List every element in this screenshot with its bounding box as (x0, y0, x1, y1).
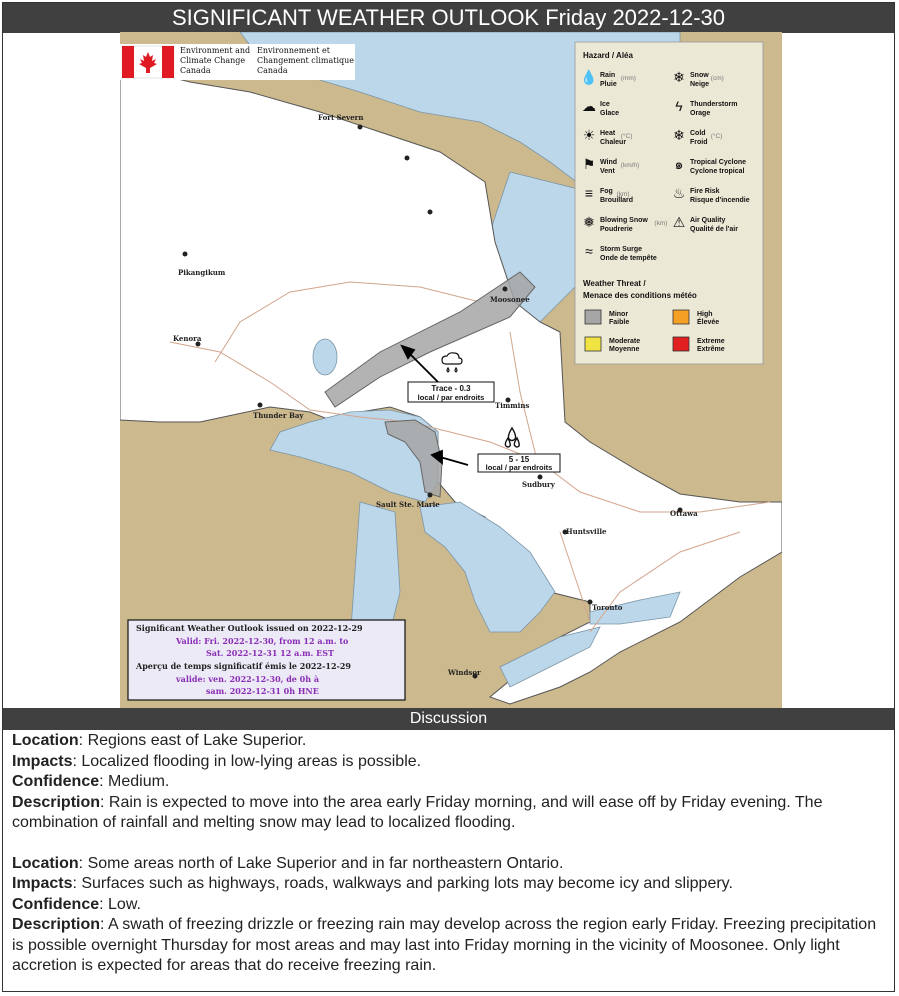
legend-hazard-en: Wind (600, 159, 618, 166)
discussion-impacts-2: Impacts: Surfaces such as highways, roads, walkways and parking lots may become icy and slippery. (12, 875, 733, 892)
threat-swatch (673, 310, 689, 324)
fog-icon: ≡ (584, 185, 594, 201)
legend-hazard-unit: (°C) (620, 133, 633, 140)
legend-hazard-unit: (km/h) (620, 162, 640, 169)
city-dot (428, 210, 433, 215)
threat-swatch (585, 337, 601, 351)
city-dot (428, 493, 433, 498)
legend-hazard-fr: Risque d'incendie (690, 197, 750, 204)
threat-en: High (697, 311, 713, 318)
city-label-timmins: Timmins (495, 401, 530, 410)
legend-hazard-fr: Qualité de l'air (690, 226, 738, 233)
legend-hazard-unit: (km) (654, 220, 668, 227)
legend-hazard-en: Heat (600, 130, 616, 137)
threat-title-fr: Menace des conditions météo (583, 291, 697, 300)
discussion-description-2: Description: A swath of freezing drizzle or freezing rain may develop across the region early Friday. Freezing precipitation is possible overnight Thursday for most areas and may last into Friday morning in the vicinity of Moosonee. Only light accretion is expected for areas that do receive freezing rain. (12, 916, 877, 974)
agency-en-2: Climate Change (180, 56, 246, 65)
discussion-confidence-1: Confidence: Medium. (12, 773, 170, 790)
legend-hazard-en: Blowing Snow (600, 217, 648, 224)
issued-line-4: Aperçu de temps significatif émis le 2022-12-29 (136, 661, 351, 671)
city-label-kenora: Kenora (173, 334, 202, 343)
legend-hazard-en: Air Quality (690, 217, 726, 224)
city-label-sault: Sault Ste. Marie (376, 500, 440, 509)
city-label-huntsville: Huntsville (566, 527, 607, 536)
ice-icon: ☁ (582, 98, 596, 114)
issued-line-3: Sat. 2022-12-31 12 a.m. EST (206, 648, 334, 658)
legend (575, 42, 763, 364)
discussion-impacts-1: Impacts: Localized flooding in low-lying areas is possible. (12, 752, 422, 770)
heat-icon: ☀ (582, 127, 596, 143)
discussion-location-1: Location: Regions east of Lake Superior. (12, 732, 307, 749)
threat-fr: Faible (609, 319, 630, 326)
legend-hazard-fr: Vent (600, 168, 615, 175)
legend-hazard-fr: Cyclone tropical (690, 168, 745, 175)
tropical-cyclone-icon: ๑ (674, 156, 684, 172)
legend-hazard-fr: Orage (690, 110, 711, 117)
city-dot (183, 252, 188, 257)
threat-fr: Moyenne (609, 346, 640, 353)
agency-fr-2: Changement climatique (257, 56, 355, 65)
threat-fr: Extrême (697, 346, 725, 353)
storm-surge-icon: ≈ (585, 243, 593, 259)
discussion-confidence-2: Confidence: Low. (12, 895, 141, 913)
page-title: SIGNIFICANT WEATHER OUTLOOK Friday 2022-12-30 (3, 3, 894, 33)
threat-fr: Élevée (697, 319, 720, 326)
blowing-snow-icon: ❅ (583, 214, 595, 230)
issued-line-1: Significant Weather Outlook issued on 2022-12-29 (136, 623, 363, 633)
city-dot (538, 475, 543, 480)
thunderstorm-icon: ϟ (675, 98, 683, 114)
legend-hazard-en: Rain (600, 72, 616, 79)
annotation-value: 5 - 15 (508, 455, 530, 464)
legend-hazard-unit: (cm) (710, 75, 724, 82)
issued-box (128, 620, 405, 700)
discussion-location-2: Location: Some areas north of Lake Superior and in far northeastern Ontario. (12, 854, 564, 872)
agency-fr-3: Canada (257, 66, 288, 75)
legend-hazard-en: Cold (690, 130, 706, 137)
legend-hazard-en: Fire Risk (690, 188, 720, 195)
lake-nipigon (313, 339, 337, 375)
agency-en-1: Environment and (180, 46, 251, 55)
legend-hazard-fr: Chaleur (600, 139, 627, 146)
annotation-note: local / par endroits (417, 393, 485, 402)
legend-title: Hazard / Aléa (583, 51, 633, 60)
air-quality-icon: ⚠ (672, 214, 686, 230)
legend-hazard-unit: (°C) (710, 133, 723, 140)
issued-line-2: Valid: Fri. 2022-12-30, from 12 a.m. to (176, 636, 349, 646)
legend-hazard-en: Snow (690, 72, 709, 79)
city-dot (258, 403, 263, 408)
legend-hazard-en: Storm Surge (600, 246, 643, 253)
rain-icon: 💧 (580, 69, 598, 85)
threat-swatch (673, 337, 689, 351)
legend-hazard-fr: Poudrerie (600, 226, 633, 233)
legend-hazard-fr: Onde de tempête (600, 255, 657, 262)
cold-icon: ❄ (673, 127, 685, 143)
legend-hazard-en: Fog (600, 188, 613, 195)
issued-line-5: valide: ven. 2022-12-30, de 0h à (176, 674, 320, 684)
agency-fr-1: Environnement et (257, 46, 330, 55)
wind-icon: ⚑ (582, 156, 596, 172)
discussion-body (12, 731, 882, 977)
city-label-thunder-bay: Thunder Bay (253, 411, 304, 420)
legend-hazard-unit: (mm) (620, 75, 636, 82)
city-label-windsor: Windsor (448, 668, 481, 677)
legend-hazard-fr: Neige (690, 81, 710, 88)
threat-en: Minor (609, 311, 629, 318)
city-label-sudbury: Sudbury (522, 480, 555, 489)
legend-hazard-fr: Glace (600, 110, 620, 117)
snow-icon: ❄ (673, 69, 685, 85)
discussion-title: Discussion (3, 708, 894, 730)
city-dot (405, 156, 410, 161)
city-dot (358, 125, 363, 130)
threat-swatch (585, 310, 601, 324)
threat-en: Extreme (697, 338, 725, 345)
city-label-moosonee: Moosonee (490, 295, 530, 304)
agency-en-3: Canada (180, 66, 211, 75)
threat-title-en: Weather Threat / (583, 279, 646, 288)
city-label-toronto: Toronto (592, 603, 623, 612)
city-label-fort-severn: Fort Severn (318, 113, 364, 122)
fire-icon: ♨ (672, 185, 686, 201)
issued-line-6: sam. 2022-12-31 0h HNE (206, 686, 319, 696)
city-label-ottawa: Ottawa (670, 509, 698, 518)
legend-hazard-fr: Brouillard (600, 197, 634, 204)
legend-hazard-fr: Pluie (600, 81, 617, 88)
city-dot (503, 287, 508, 292)
map (120, 32, 782, 708)
legend-hazard-unit: (km) (616, 191, 630, 198)
annotation-value: Trace - 0.3 (431, 384, 471, 393)
legend-hazard-en: Tropical Cyclone (690, 159, 747, 166)
agency-logo (120, 44, 355, 80)
city-label-pikangikum: Pikangikum (178, 268, 226, 277)
legend-hazard-en: Thunderstorm (690, 101, 738, 108)
legend-hazard-en: Ice (600, 101, 610, 108)
annotation-note: local / par endroits (485, 463, 553, 472)
discussion-description-1: Description: Rain is expected to move into the area early Friday morning, and will ease off by Friday evening. The combination of rainfall and melting snow may lead to localized flooding. (12, 793, 823, 831)
threat-en: Moderate (609, 338, 641, 345)
legend-hazard-fr: Froid (690, 139, 708, 146)
